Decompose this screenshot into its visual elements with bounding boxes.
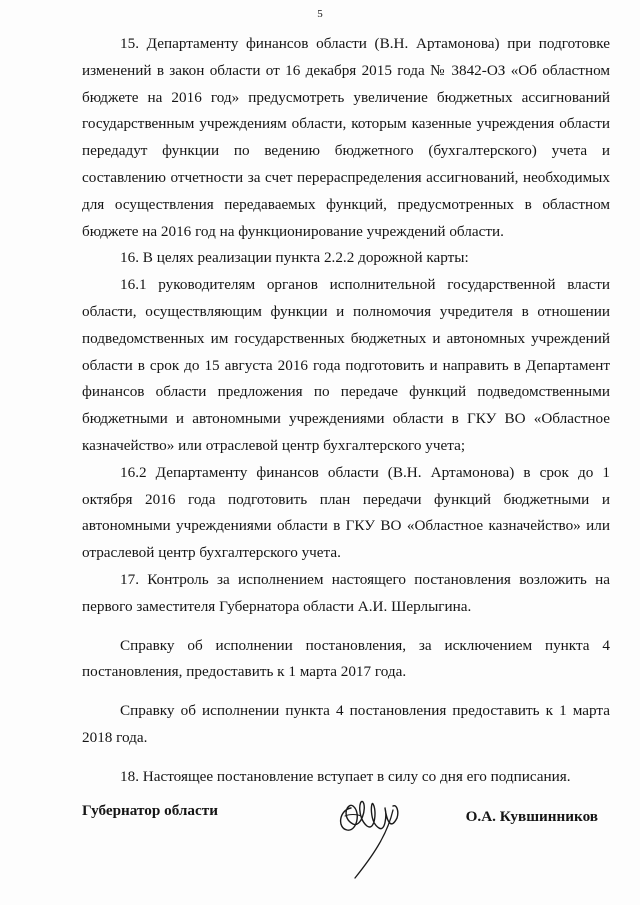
paragraph-17: 17. Контроль за исполнением настоящего постановления возложить на первого заместителя Губернатора области А.И. Шерлыгина. <box>82 570 610 615</box>
paragraph-15: 15. Департаменту финансов области (В.Н. Артамонова) при подготовке изменений в закон области от 16 декабря 2015 года № 3842-ОЗ «Об областном бюджете на 2016 год» предусмотреть увеличение бюджетных ассигнований государственным учреждениям области, которым казенные учреждения области передадут функции по ведению бюджетного (бухгалтерского) учета и составлению отчетности за счет перераспределения ассигнований, необходимых для осуществления передаваемых функций, предусмотренных в областном бюджете на 2016 год на функционирование учреждений области. <box>82 35 610 240</box>
document-body <box>82 31 610 791</box>
signature-block <box>82 788 610 884</box>
paragraph-16-2: 16.2 Департаменту финансов области (В.Н. Артамонова) в срок до 1 октября 2016 года подготовить план передачи функций бюджетными и автономными учреждениями области в ГКУ ВО «Областное казначейство» или отраслевой центр бухгалтерского учета. <box>82 463 610 562</box>
signer-name: О.А. Кувшинников <box>465 808 598 825</box>
paragraph-16: 16. В целях реализации пункта 2.2.2 дорожной карты: <box>120 249 469 267</box>
handwritten-signature <box>327 788 417 880</box>
paragraph-18: 18. Настоящее постановление вступает в силу со дня его подписания. <box>120 767 571 785</box>
paragraph-report-2017: Справку об исполнении постановления, за исключением пункта 4 постановления, предоставить к 1 марта 2017 года. <box>82 636 610 681</box>
page-number: 5 <box>317 8 323 20</box>
paragraph-16-1: 16.1 руководителям органов исполнительной государственной власти области, осуществляющим функции и полномочия учредителя в отношении подведомственных им государственных бюджетных и автономных учреждений области в срок до 15 августа 2016 года подготовить и направить в Департамент финансов области предложения по передаче функций подведомственными бюджетными и автономными учреждениями области в ГКУ ВО «Областное казначейство» или отраслевой центр бухгалтерского учета; <box>82 276 610 454</box>
paragraph-report-2018: Справку об исполнении пункта 4 постановления предоставить к 1 марта 2018 года. <box>82 702 610 746</box>
signer-title: Губернатор области <box>82 802 218 819</box>
